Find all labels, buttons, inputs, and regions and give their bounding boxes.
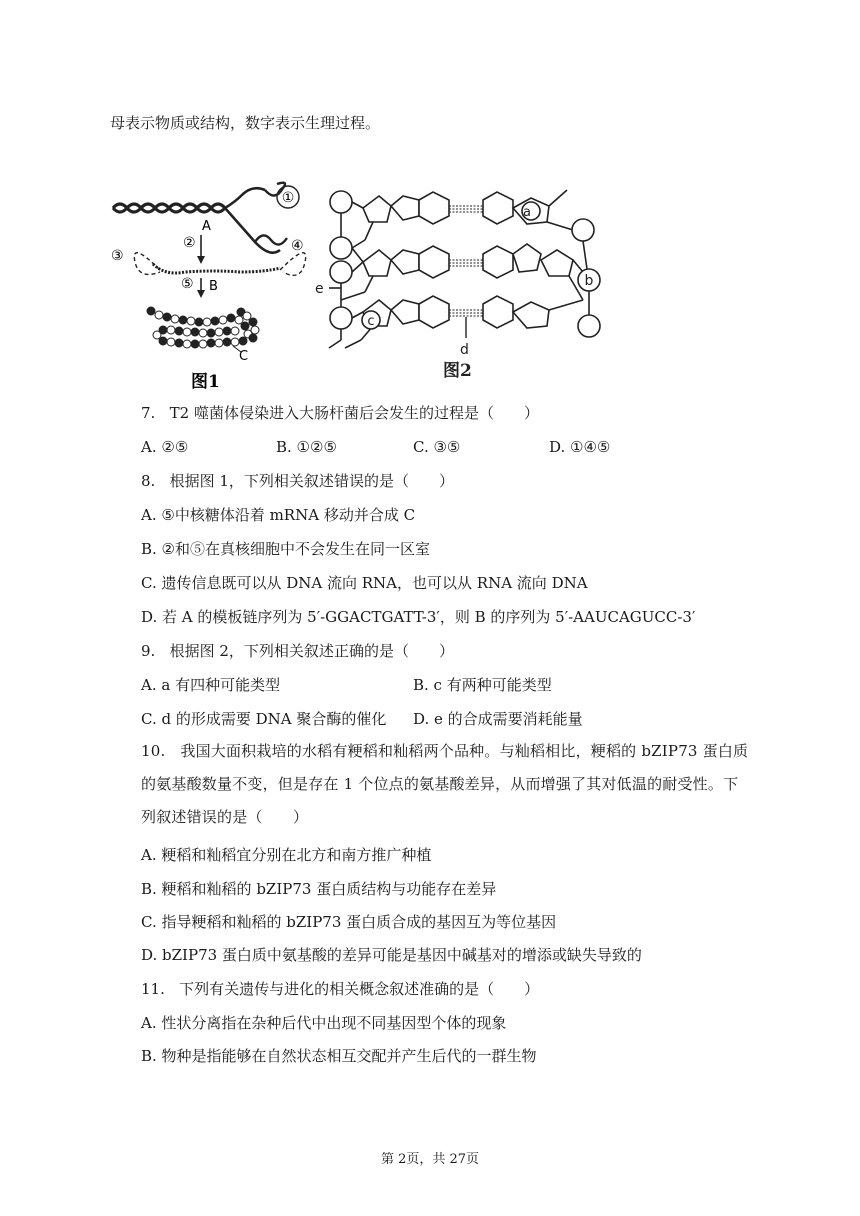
question-9 <box>141 641 454 661</box>
option-7d: D. ①④⑤ <box>549 438 611 456</box>
label-d: d <box>460 342 469 358</box>
loop-4 <box>280 253 306 276</box>
question-number: 9. <box>141 642 156 660</box>
hydrogen-bonds <box>449 206 483 316</box>
dna-strand-lower <box>225 208 280 253</box>
intro-text: 母表示物质或结构，数字表示生理过程。 <box>110 114 381 132</box>
right-bases <box>483 190 583 328</box>
label-p4: ④ <box>291 238 304 254</box>
option-8d: D. 若 A 的模板链序列为 5′-GGACTGATT-3′，则 B 的序列为 5′-AAUCAGUCC-3′ <box>141 608 696 626</box>
dna-helix <box>113 204 225 212</box>
label-c: c <box>367 314 375 329</box>
option-10d: D. bZIP73 蛋白质中氨基酸的差异可能是基因中碱基对的增添或缺失导致的 <box>141 946 642 964</box>
option-11a: A. 性状分离指在杂种后代中出现不同基因型个体的现象 <box>141 1014 507 1032</box>
option-9b: B. c 有两种可能类型 <box>413 676 552 694</box>
figure2-caption: 图2 <box>443 361 472 381</box>
question-number: 7. <box>141 404 156 422</box>
question-stem: 根据图 1，下列相关叙述错误的是（ ） <box>169 472 454 490</box>
option-7a: A. ②⑤ <box>141 438 189 456</box>
option-10a: A. 粳稻和籼稻宜分别在北方和南方推广种植 <box>141 846 432 864</box>
option-9c: C. d 的形成需要 DNA 聚合酶的催化 <box>141 710 387 728</box>
option-10b: B. 粳稻和籼稻的 bZIP73 蛋白质结构与功能存在差异 <box>141 880 497 898</box>
option-11b: B. 物种是指能够在自然状态相互交配并产生后代的一群生物 <box>141 1047 537 1065</box>
option-8a: A. ⑤中核糖体沿着 mRNA 移动并合成 C <box>141 506 416 524</box>
label-p2: ② <box>183 235 196 251</box>
label-a: a <box>523 205 531 220</box>
figure-2 <box>315 190 600 381</box>
mrna-strand <box>153 264 280 273</box>
option-9a: A. a 有四种可能类型 <box>141 676 281 694</box>
question-8 <box>141 471 454 491</box>
label-b: b <box>584 273 594 289</box>
question-stem: 下列有关遗传与进化的相关概念叙述准确的是（ ） <box>179 980 540 998</box>
option-7b: B. ①②⑤ <box>276 438 337 456</box>
question-stem: 根据图 2，下列相关叙述正确的是（ ） <box>169 642 454 660</box>
dna-strand-upper <box>225 188 265 208</box>
polypeptide-chain <box>147 307 259 348</box>
label-p1: ① <box>281 190 295 206</box>
question-stem: T2 噬菌体侵染进入大肠杆菌后会发生的过程是（ ） <box>169 404 539 422</box>
figure1-caption: 图1 <box>191 372 220 392</box>
label-e: e <box>315 281 324 297</box>
question-stem: 我国大面积栽培的水稻有粳稻和籼稻两个品种。与籼稻相比，粳稻的 bZIP73 蛋白质的氨基酸数量不变，但是存在 1 个位点的氨基酸差异，从而增强了其对低温的耐受性。下列叙述错误的是（ ） <box>141 742 749 826</box>
option-10c: C. 指导粳稻和籼稻的 bZIP73 蛋白质合成的基因互为等位基因 <box>141 913 557 931</box>
question-number: 8. <box>141 472 156 490</box>
label-p3: ③ <box>111 248 124 264</box>
label-p5: ⑤ <box>181 276 194 292</box>
label-C: C <box>239 349 249 364</box>
label-A: A <box>202 219 211 234</box>
option-8b: B. ②和⑤在真核细胞中不会发生在同一区室 <box>141 540 431 558</box>
figures <box>105 180 625 395</box>
question-number: 10. <box>141 742 166 760</box>
question-11 <box>141 979 539 999</box>
option-7c: C. ③⑤ <box>413 438 461 456</box>
question-10 <box>141 735 753 834</box>
page-footer: 第 2页，共 27页 <box>380 1152 480 1167</box>
left-backbone <box>329 191 449 348</box>
loop-3 <box>134 253 160 275</box>
retro-helix <box>255 235 287 244</box>
option-9d: D. e 的合成需要消耗能量 <box>413 710 583 728</box>
question-number: 11. <box>141 980 165 998</box>
figure-1 <box>111 183 306 392</box>
label-B: B <box>209 279 218 294</box>
question-7 <box>141 403 539 423</box>
option-8c: C. 遗传信息既可以从 DNA 流向 RNA，也可以从 RNA 流向 DNA <box>141 574 588 592</box>
